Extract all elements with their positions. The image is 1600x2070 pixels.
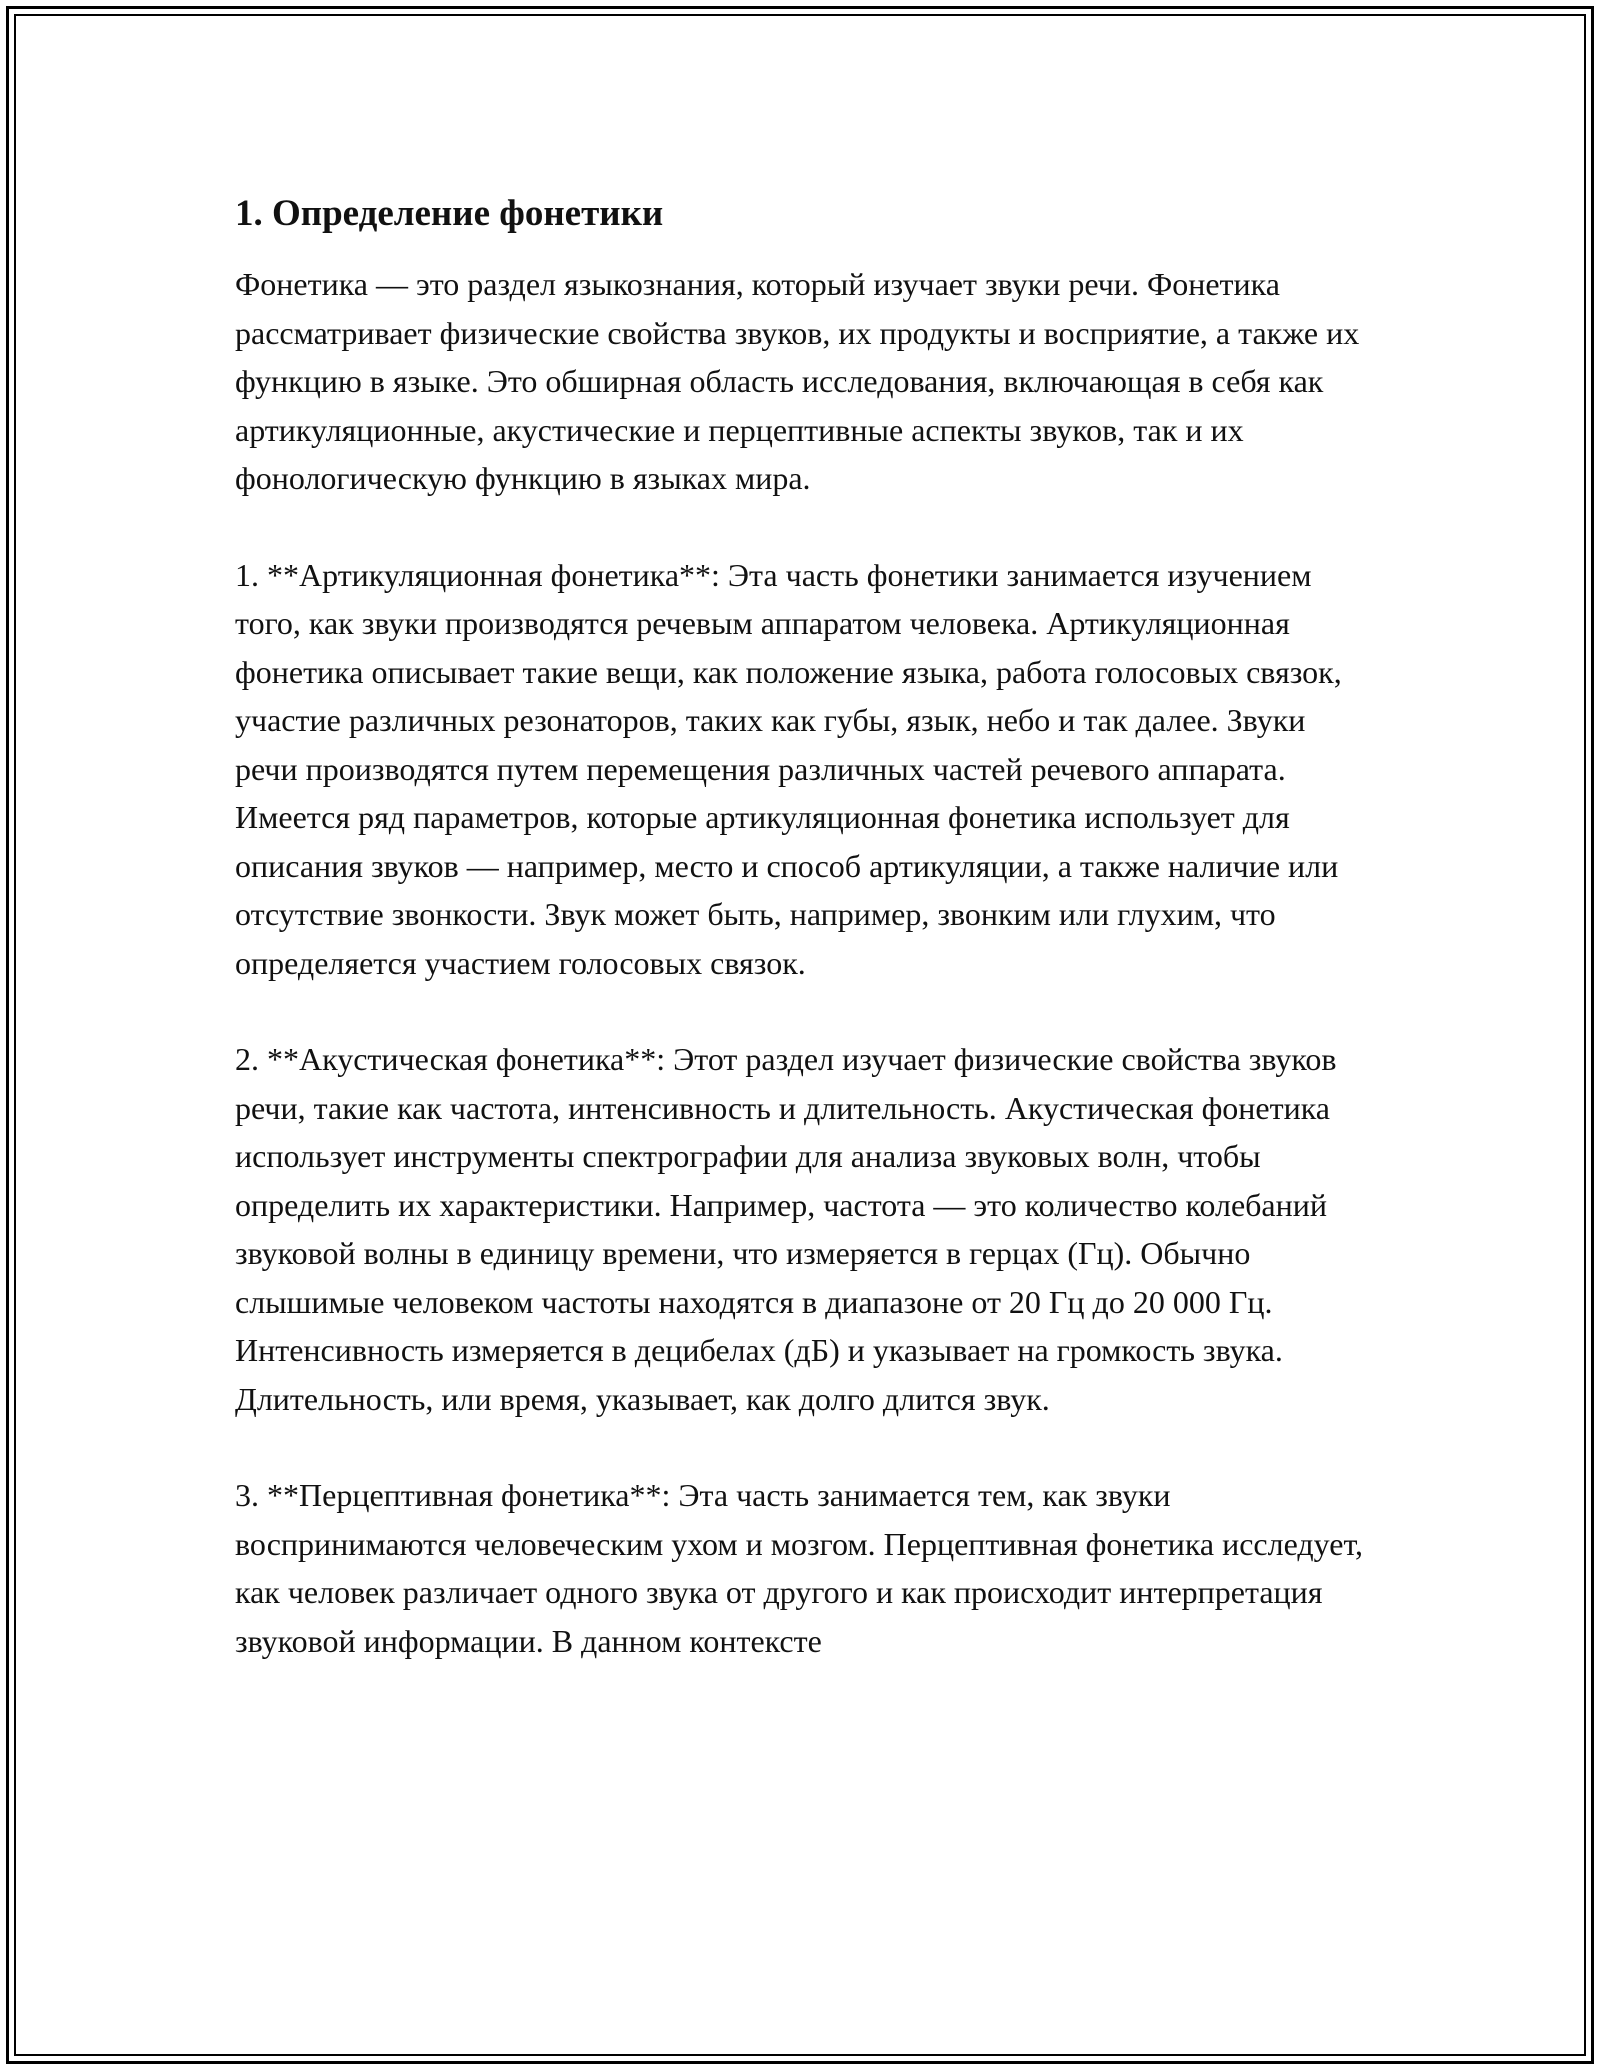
paragraph-acoustic: 2. **Акустическая фонетика**: Этот раздел изучает физические свойства звуков речи, такие как частота, интенсивность и длительность. Акустическая фонетика использует инструменты спектрографии для анализа звуковых волн, чтобы определить их характеристики. Например, частота — это количество колебаний звуковой волны в единицу времени, что измеряется в герцах (Гц). Обычно слышимые человеком частоты находятся в диапазоне от 20 Гц до 20 000 Гц. Интенсивность измеряется в децибелах (дБ) и указывает на громкость звука. Длительность, или время, указывает, как долго длится звук. [235, 1041, 1337, 1417]
document-body [235, 188, 1365, 1665]
paragraph-articulatory: 1. **Артикуляционная фонетика**: Эта часть фонетики занимается изучением того, как звуки производятся речевым аппаратом человека. Артикуляционная фонетика описывает такие вещи, как положение языка, работа голосовых связок, участие различных резонаторов, таких как губы, язык, небо и так далее. Звуки речи производятся путем перемещения различных частей речевого аппарата. Имеется ряд параметров, которые артикуляционная фонетика использует для описания звуков — например, место и способ артикуляции, а также наличие или отсутствие звонкости. Звук может быть, например, звонким или глухим, что определяется участием голосовых связок. [235, 556, 1342, 981]
paragraph-intro: Фонетика — это раздел языкознания, который изучает звуки речи. Фонетика рассматривает физические свойства звуков, их продукты и восприятие, а также их функцию в языке. Это обширная область исследования, включающая в себя как артикуляционные, акустические и перцептивные аспекты звуков, так и их фонологическую функцию в языках мира. [235, 266, 1360, 496]
section-heading: 1. Определение фонетики [235, 193, 664, 234]
paragraph-perceptual: 3. **Перцептивная фонетика**: Эта часть занимается тем, как звуки воспринимаются человеческим ухом и мозгом. Перцептивная фонетика исследует, как человек различает одного звука от другого и как происходит интерпретация звуковой информации. В данном контексте [235, 1477, 1364, 1659]
